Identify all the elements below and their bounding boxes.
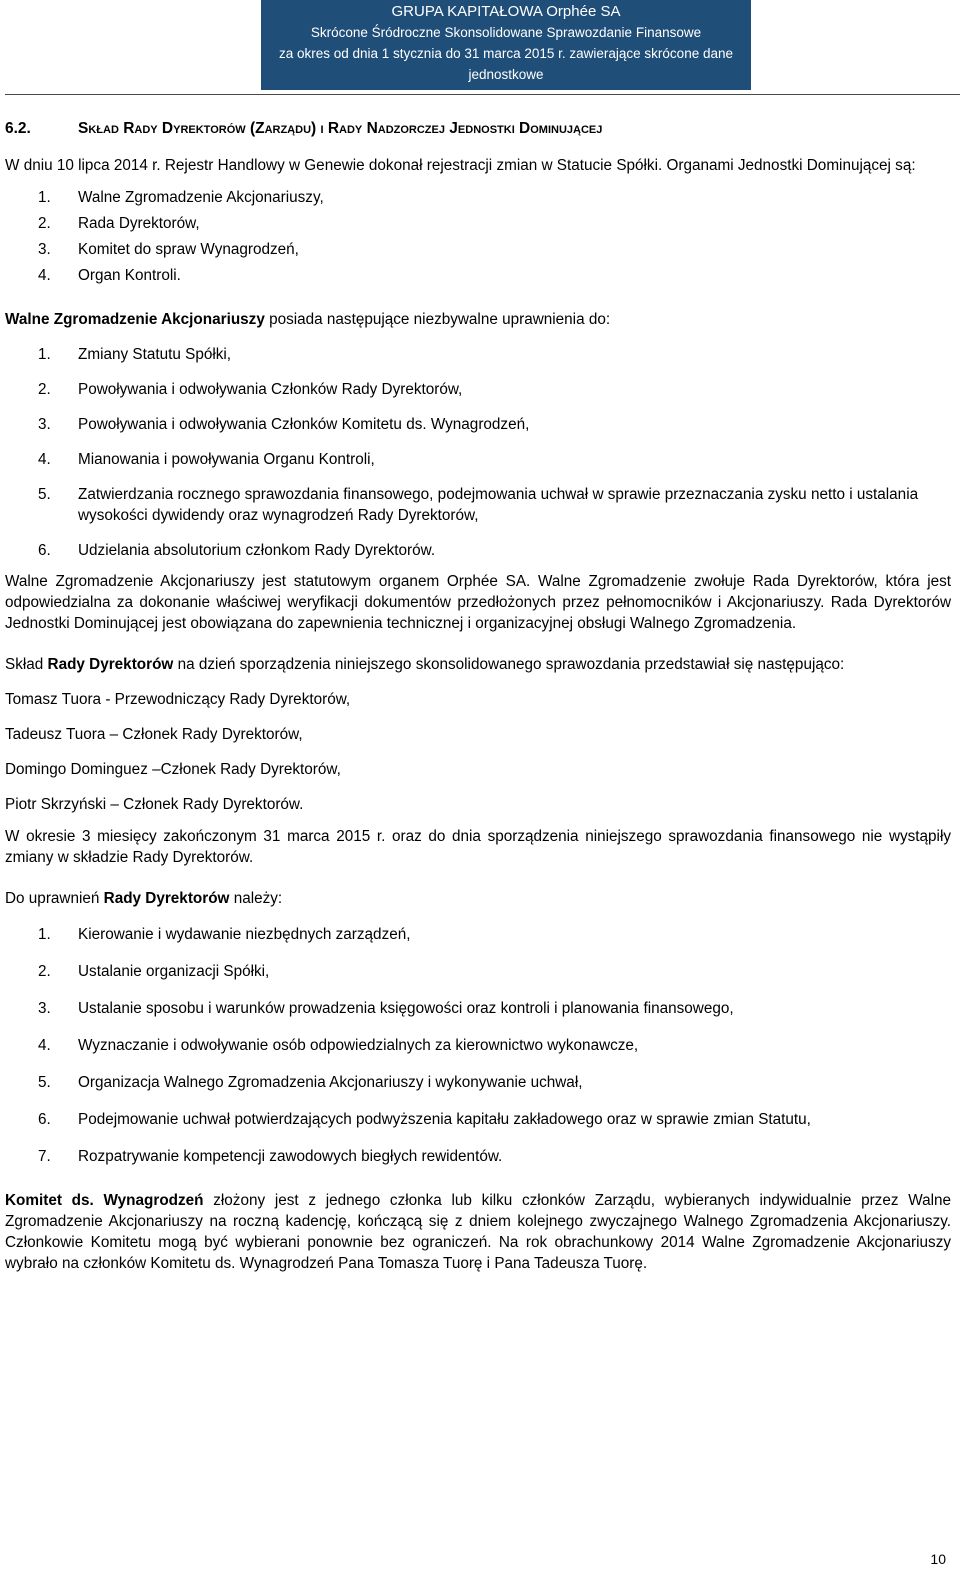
- wza-paragraph: Walne Zgromadzenie Akcjonariuszy jest statutowym organem Orphée SA. Walne Zgromadzenie zwołuje Rada Dyrektorów, która jest odpowiedzialna za dokonanie właściwej weryfikacji dokumentów przedłożonych przez pełnomocników i Akcjonariuszy. Rada Dyrektorów Jednostki Dominującej jest obowiązana do zapewnienia technicznej i organizacyjnej obsługi Walnego Zgromadzenia.: [5, 573, 951, 632]
- list-item: 7. Rozpatrywanie kompetencji zawodowych biegłych rewidentów.: [38, 1148, 503, 1165]
- board-powers-list: [5, 924, 951, 1167]
- committee-paragraph: Komitet ds. Wynagrodzeń złożony jest z jednego członka lub kilku członków Zarządu, wybieranych indywidualnie przez Walne Zgromadzenie Akcjonariuszy na roczną kadencję, kończącą się z dniem kolejnego zwyczajnego Walnego Zgromadzenia Akcjonariuszy. Członkowie Komitetu mogą być wybierani ponownie bez ograniczeń. Na rok obrachunkowy 2014 Walne Zgromadzenie Akcjonariuszy wybrało na członków Komitetu ds. Wynagrodzeń Pana Tomasza Tuorę i Pana Tadeusza Tuorę.: [5, 1192, 952, 1272]
- list-item: 6. Podejmowanie uchwał potwierdzających podwyższenia kapitału zakładowego oraz w sprawie zmian Statutu,: [38, 1111, 811, 1128]
- intro-paragraph: W dniu 10 lipca 2014 r. Rejestr Handlowy w Genewie dokonał rejestracji zmian w Statucie Spółki. Organami Jednostki Dominującej są:: [5, 157, 916, 174]
- list-item: 1. Zmiany Statutu Spółki,: [38, 346, 232, 363]
- list-item: 1. Walne Zgromadzenie Akcjonariuszy,: [38, 189, 324, 206]
- list-item: 2. Powoływania i odwoływania Członków Rady Dyrektorów,: [38, 381, 463, 398]
- header-period: za okres od dnia 1 stycznia do 31 marca 2015 r. zawierające skrócone dane jednostkowe: [278, 46, 733, 82]
- page-content: [5, 118, 951, 1274]
- list-item: 1. Kierowanie i wydawanie niezbędnych zarządzeń,: [38, 926, 411, 943]
- wza-intro: Walne Zgromadzenie Akcjonariuszy posiada następujące niezbywalne uprawnienia do:: [5, 311, 611, 328]
- header-company: GRUPA KAPITAŁOWA Orphée SA: [391, 3, 621, 20]
- section-heading: [5, 118, 951, 142]
- organs-list: [5, 187, 951, 291]
- document-header: [261, 0, 751, 103]
- header-currency: (w tysiącach CHF): [450, 88, 562, 103]
- board-intro: Skład Rady Dyrektorów na dzień sporządzenia niniejszego skonsolidowanego sprawozdania przedstawiał się następująco:: [5, 656, 845, 673]
- powers-intro: Do uprawnień Rady Dyrektorów należy:: [5, 890, 283, 907]
- header-report-title: Skrócone Śródroczne Skonsolidowane Sprawozdanie Finansowe: [310, 25, 702, 40]
- board-changes: W okresie 3 miesięcy zakończonym 31 marca 2015 r. oraz do dnia sporządzenia niniejszego sprawozdania finansowego nie wystąpiły zmiany w składzie Rady Dyrektorów.: [5, 828, 951, 866]
- board-member: Tomasz Tuora - Przewodniczący Rady Dyrektorów,: [5, 691, 351, 708]
- list-item: 2. Rada Dyrektorów,: [38, 215, 200, 232]
- list-item: 2. Ustalanie organizacji Spółki,: [38, 963, 270, 980]
- board-member: Piotr Skrzyński – Członek Rady Dyrektorów.: [5, 796, 304, 813]
- board-member: Tadeusz Tuora – Członek Rady Dyrektorów,: [5, 726, 303, 743]
- list-item: 4. Mianowania i powoływania Organu Kontroli,: [38, 451, 375, 468]
- wza-powers-list: [5, 344, 951, 561]
- list-item: 6. Udzielania absolutorium członkom Rady Dyrektorów.: [38, 542, 436, 559]
- list-item: 4. Wyznaczanie i odwoływanie osób odpowiedzialnych za kierownictwo wykonawcze,: [38, 1037, 639, 1054]
- list-item: 3. Powoływania i odwoływania Członków Komitetu ds. Wynagrodzeń,: [38, 416, 530, 433]
- list-item: 4. Organ Kontroli.: [38, 267, 181, 284]
- section-title: Skład Rady Dyrektorów (Zarządu) i Rady Nadzorczej Jednostki Dominującej: [78, 120, 603, 137]
- board-member: Domingo Dominguez –Członek Rady Dyrektorów,: [5, 761, 341, 778]
- list-item: 5. Organizacja Walnego Zgromadzenia Akcjonariuszy i wykonywanie uchwał,: [38, 1074, 583, 1091]
- section-number: 6.2.: [5, 120, 31, 137]
- header-divider: [5, 94, 960, 95]
- list-item: 5. Zatwierdzania rocznego sprawozdania finansowego, podejmowania uchwał w sprawie przeznaczania zysku netto i ustalania wysokości dywidendy oraz wynagrodzeń Rady Dyrektorów,: [38, 486, 919, 524]
- list-item: 3. Ustalanie sposobu i warunków prowadzenia księgowości oraz kontroli i planowania finansowego,: [38, 1000, 734, 1017]
- list-item: 3. Komitet do spraw Wynagrodzeń,: [38, 241, 299, 258]
- page-number: 10: [930, 1551, 946, 1567]
